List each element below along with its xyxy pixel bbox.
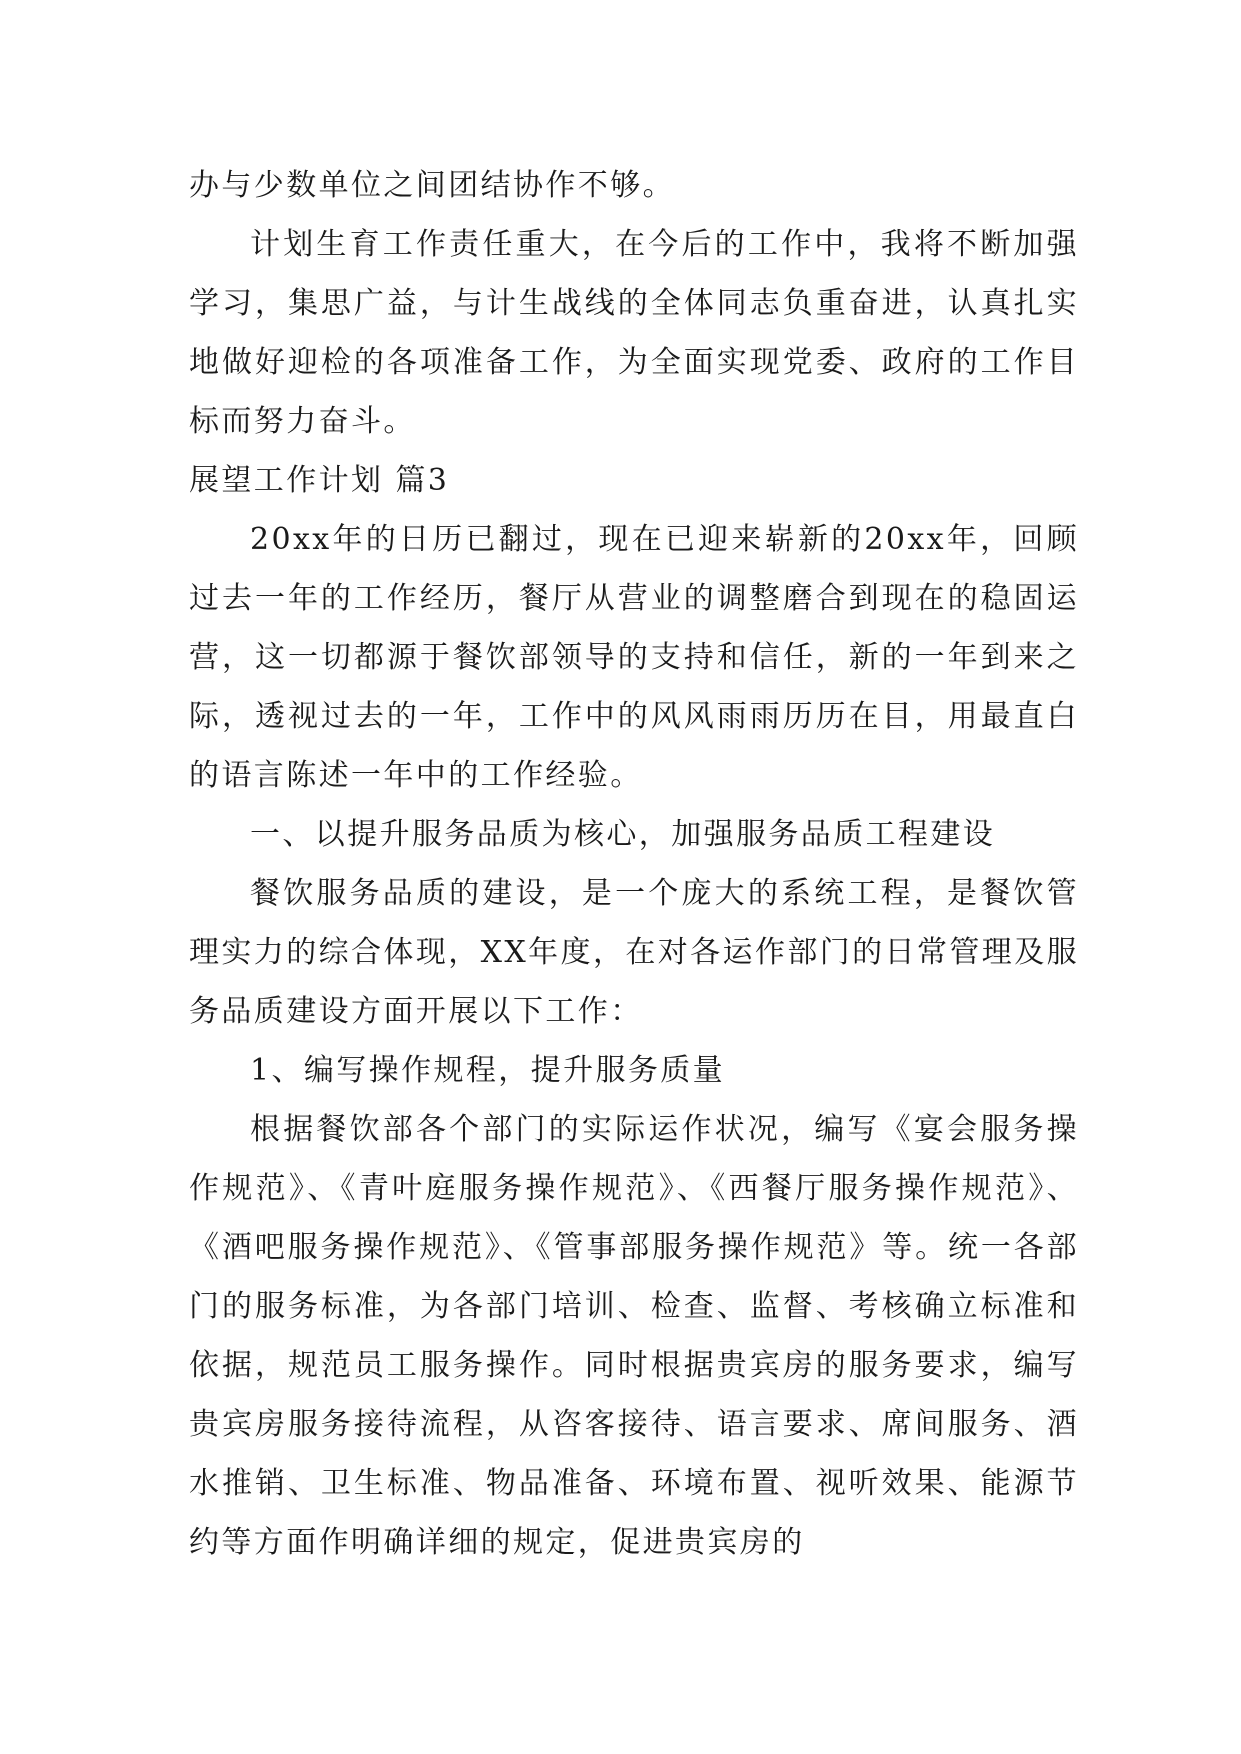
paragraph-3: 20xx年的日历已翻过，现在已迎来崭新的20xx年，回顾过去一年的工作经历，餐厅从营业的调整磨合到现在的稳固运营，这一切都源于餐饮部领导的支持和信任，新的一年到来之际，透视过去的一年，工作中的风风雨雨历历在目，用最直白的语言陈述一年中的工作经验。 xyxy=(189,522,1079,793)
paragraph-2: 计划生育工作责任重大，在今后的工作中，我将不断加强学习，集思广益，与计生战线的全体同志负重奋进，认真扎实地做好迎检的各项准备工作，为全面实现党委、政府的工作目标而努力奋斗。 xyxy=(189,227,1079,439)
document-body xyxy=(189,156,1079,1572)
paragraph-1: 办与少数单位之间团结协作不够。 xyxy=(189,168,675,203)
section-heading: 展望工作计划 篇3 xyxy=(189,463,450,498)
paragraph-4: 餐饮服务品质的建设，是一个庞大的系统工程，是餐饮管理实力的综合体现，XX年度，在对各运作部门的日常管理及服务品质建设方面开展以下工作： xyxy=(189,876,1079,1029)
subheading-2: 1、编写操作规程，提升服务质量 xyxy=(250,1053,726,1088)
subheading-1: 一、以提升服务品质为核心，加强服务品质工程建设 xyxy=(250,817,996,852)
paragraph-5: 根据餐饮部各个部门的实际运作状况，编写《宴会服务操作规范》、《青叶庭服务操作规范》、《西餐厅服务操作规范》、《酒吧服务操作规范》、《管事部服务操作规范》等。统一各部门的服务标准，为各部门培训、检查、监督、考核确立标准和依据，规范员工服务操作。同时根据贵宾房的服务要求，编写贵宾房服务接待流程，从咨客接待、语言要求、席间服务、酒水推销、卫生标准、物品准备、环境布置、视听效果、能源节约等方面作明确详细的规定，促进贵宾房的 xyxy=(189,1112,1079,1560)
